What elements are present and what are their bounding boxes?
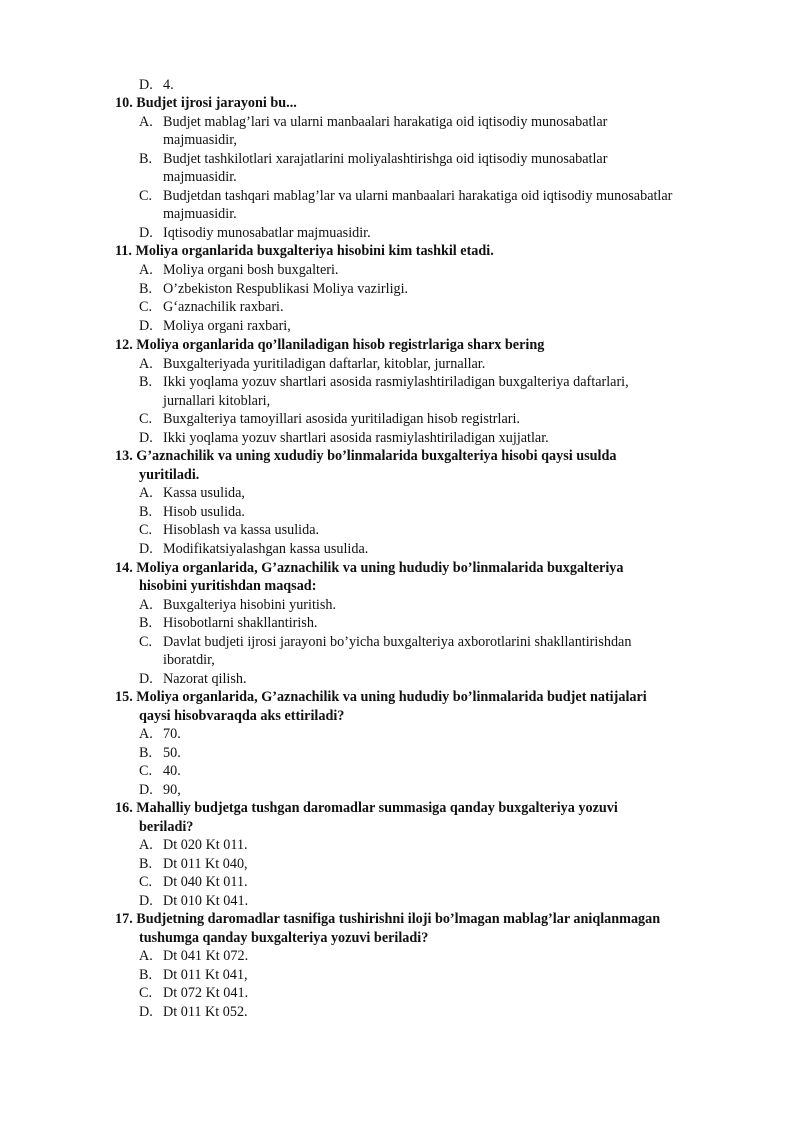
option-row <box>139 744 181 762</box>
option-text: Buxgalteriyada yuritiladigan daftarlar, kitoblar, jurnallar. <box>163 356 486 372</box>
option-text: 70. <box>163 726 181 742</box>
option-row <box>139 947 248 965</box>
option-text: Iqtisodiy munosabatlar majmuasidir. <box>163 225 371 241</box>
option-letter: A. <box>139 485 153 501</box>
option-letter: A. <box>139 114 153 130</box>
option-row <box>139 873 248 891</box>
option-row <box>139 633 631 651</box>
option-letter: D. <box>139 782 153 798</box>
option-text: Dt 010 Kt 041. <box>163 893 249 909</box>
question-title-continued: tushumga qanday buxgalteriya yozuvi beriladi? <box>139 930 429 946</box>
option-row <box>139 280 408 298</box>
option-row <box>139 984 248 1002</box>
option-text: Dt 040 Kt 011. <box>163 874 248 890</box>
option-text-continued: majmuasidir. <box>163 169 237 185</box>
option-letter: B. <box>139 374 153 390</box>
question-title: 16. Mahalliy budjetga tushgan daromadlar summasiga qanday buxgalteriya yozuvi <box>115 800 618 816</box>
option-letter: C. <box>139 874 153 890</box>
option-letter: D. <box>139 77 153 93</box>
option-text: Modifikatsiyalashgan kassa usulida. <box>163 541 369 557</box>
option-row <box>139 298 284 316</box>
question-title: 12. Moliya organlarida qo’llaniladigan hisob registrlariga sharx bering <box>115 337 545 353</box>
option-letter: B. <box>139 281 153 297</box>
option-letter: D. <box>139 893 153 909</box>
question-title: 17. Budjetning daromadlar tasnifiga tushirishni iloji bo’lmagan mablag’lar aniqlanmagan <box>115 911 661 927</box>
option-letter: B. <box>139 967 153 983</box>
option-text: Dt 020 Kt 011. <box>163 837 248 853</box>
option-row <box>139 596 336 614</box>
option-row <box>139 187 672 205</box>
option-row <box>139 521 319 539</box>
question-title: 10. Budjet ijrosi jarayoni bu... <box>115 95 297 111</box>
option-text: Moliya organi raxbari, <box>163 318 291 334</box>
option-letter: D. <box>139 318 153 334</box>
option-letter: B. <box>139 856 153 872</box>
question-title: 14. Moliya organlarida, G’aznachilik va uning hududiy bo’linmalarida buxgalteriya <box>115 560 624 576</box>
option-text-continued: iboratdir, <box>163 652 215 668</box>
option-letter: A. <box>139 726 153 742</box>
option-letter: A. <box>139 262 153 278</box>
option-text: Buxgalteriya hisobini yuritish. <box>163 597 336 613</box>
option-row <box>139 373 629 391</box>
option-letter: C. <box>139 985 153 1001</box>
question-title: 13. G’aznachilik va uning xududiy bo’linmalarida buxgalteriya hisobi qaysi usulda <box>115 448 617 464</box>
option-letter: D. <box>139 430 153 446</box>
question-title-continued: beriladi? <box>139 819 194 835</box>
option-letter: C. <box>139 188 153 204</box>
option-row <box>139 410 520 428</box>
option-letter: A. <box>139 356 153 372</box>
option-row <box>139 836 248 854</box>
option-text: Buxgalteriya tamoyillari asosida yuritiladigan hisob registrlari. <box>163 411 520 427</box>
option-row <box>139 1003 248 1021</box>
option-text: G‘aznachilik raxbari. <box>163 299 284 315</box>
option-text: Ikki yoqlama yozuv shartlari asosida rasmiylashtiriladigan xujjatlar. <box>163 430 549 446</box>
option-text: 40. <box>163 763 181 779</box>
option-text: Nazorat qilish. <box>163 671 247 687</box>
option-row <box>139 76 174 94</box>
option-letter: C. <box>139 522 153 538</box>
option-text: O’zbekiston Respublikasi Moliya vazirligi. <box>163 281 409 297</box>
option-row <box>139 150 607 168</box>
option-text: 90, <box>163 782 181 798</box>
option-text: 50. <box>163 745 181 761</box>
option-letter: C. <box>139 299 153 315</box>
option-row <box>139 317 291 335</box>
option-row <box>139 855 248 873</box>
option-text: Dt 011 Kt 041, <box>163 967 248 983</box>
option-row <box>139 966 248 984</box>
option-letter: A. <box>139 948 153 964</box>
option-row <box>139 503 245 521</box>
option-row <box>139 224 371 242</box>
option-letter: B. <box>139 745 153 761</box>
option-text: Dt 011 Kt 040, <box>163 856 248 872</box>
question-title-continued: qaysi hisobvaraqda aks ettiriladi? <box>139 708 345 724</box>
option-text: Moliya organi bosh buxgalteri. <box>163 262 339 278</box>
option-text: Hisoblash va kassa usulida. <box>163 522 320 538</box>
option-letter: A. <box>139 597 153 613</box>
option-text: Dt 011 Kt 052. <box>163 1004 248 1020</box>
option-text: Budjet tashkilotlari xarajatlarini moliyalashtirishga oid iqtisodiy munosabatlar <box>163 151 608 167</box>
question-title: 15. Moliya organlarida, G’aznachilik va uning hududiy bo’linmalarida budjet natijalari <box>115 689 647 705</box>
option-text: Hisob usulida. <box>163 504 245 520</box>
option-row <box>139 670 247 688</box>
option-row <box>139 113 607 131</box>
option-row <box>139 892 248 910</box>
option-text: Kassa usulida, <box>163 485 245 501</box>
option-row <box>139 484 245 502</box>
option-letter: A. <box>139 837 153 853</box>
option-row <box>139 762 181 780</box>
option-letter: B. <box>139 151 153 167</box>
option-letter: C. <box>139 763 153 779</box>
option-text-continued: majmuasidir. <box>163 206 237 222</box>
option-row <box>139 725 181 743</box>
option-text: Ikki yoqlama yozuv shartlari asosida rasmiylashtiriladigan buxgalteriya daftarlari, <box>163 374 629 390</box>
option-text: Budjetdan tashqari mablag’lar va ularni manbaalari harakatiga oid iqtisodiy munosabatlar <box>163 188 673 204</box>
option-letter: B. <box>139 504 153 520</box>
option-letter: B. <box>139 615 153 631</box>
question-title-continued: yuritiladi. <box>139 467 200 483</box>
option-letter: C. <box>139 411 153 427</box>
option-row <box>139 614 317 632</box>
option-letter: D. <box>139 541 153 557</box>
option-row <box>139 540 368 558</box>
option-row <box>139 429 549 447</box>
question-title: 11. Moliya organlarida buxgalteriya hisobini kim tashkil etadi. <box>115 243 494 259</box>
option-text: Hisobotlarni shakllantirish. <box>163 615 318 631</box>
option-letter: C. <box>139 634 153 650</box>
option-row <box>139 781 181 799</box>
question-title-continued: hisobini yuritishdan maqsad: <box>139 578 317 594</box>
option-text: Budjet mablag’lari va ularni manbaalari harakatiga oid iqtisodiy munosabatlar <box>163 114 608 130</box>
option-text-continued: majmuasidir, <box>163 132 237 148</box>
option-text: 4. <box>163 77 174 93</box>
option-row <box>139 261 338 279</box>
option-row <box>139 355 485 373</box>
option-text-continued: jurnallari kitoblari, <box>163 393 271 409</box>
option-text: Davlat budjeti ijrosi jarayoni bo’yicha buxgalteriya axborotlarini shakllantirishdan <box>163 634 632 650</box>
option-letter: D. <box>139 1004 153 1020</box>
option-letter: D. <box>139 225 153 241</box>
option-text: Dt 072 Kt 041. <box>163 985 249 1001</box>
option-letter: D. <box>139 671 153 687</box>
option-text: Dt 041 Kt 072. <box>163 948 249 964</box>
